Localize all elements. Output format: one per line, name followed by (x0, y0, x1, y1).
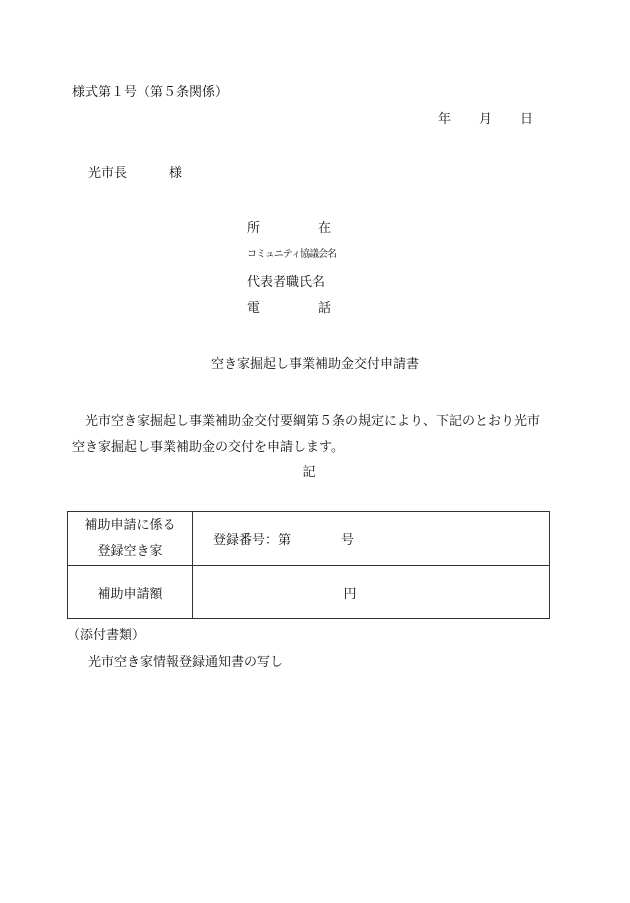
application-table (67, 511, 550, 619)
registration-number-cell[interactable] (193, 512, 550, 566)
amount-value-cell[interactable]: 円 (193, 566, 550, 619)
date-day: 日 (520, 112, 534, 127)
body-paragraph: 光市空き家掘起し事業補助金交付要綱第５条の規定により、下記のとおり光市空き家掘起し事業補助金の交付を申請します。 (72, 414, 541, 455)
registration-number-suffix: 号 (341, 533, 355, 548)
registered-house-label-cell (68, 512, 193, 566)
registered-house-label-line1: 補助申請に係る (84, 517, 176, 533)
phone-label-char1: 電 (247, 301, 287, 316)
addressee-honorific: 様 (169, 166, 183, 181)
registered-house-label-line2: 登録空き家 (97, 543, 163, 559)
ki-marker: 記 (302, 465, 316, 480)
phone-label (247, 302, 331, 315)
phone-label-char2: 話 (317, 301, 331, 316)
representative-label: 代表者職氏名 (247, 275, 326, 290)
amount-label-cell: 補助申請額 (68, 566, 193, 619)
addressee (88, 167, 182, 180)
address-label-char1: 所 (247, 221, 287, 236)
addressee-name: 光市長 (88, 166, 128, 181)
org-label: コミュニティ協議会名 (247, 249, 336, 260)
registration-number-prefix: 登録番号：第 (213, 533, 292, 548)
address-label (247, 222, 331, 235)
table-row (68, 512, 550, 566)
attachments-heading: （添付書類） (67, 628, 146, 643)
date-line (438, 113, 533, 126)
address-label-char2: 在 (317, 221, 331, 236)
table-row (68, 566, 550, 619)
form-number: 様式第１号（第５条関係） (72, 85, 229, 100)
date-month: 月 (479, 112, 493, 127)
attachment-item: 光市空き家情報登録通知書の写し (88, 655, 284, 670)
date-year: 年 (438, 112, 452, 127)
document-title: 空き家掘起し事業補助金交付申請書 (210, 357, 419, 372)
